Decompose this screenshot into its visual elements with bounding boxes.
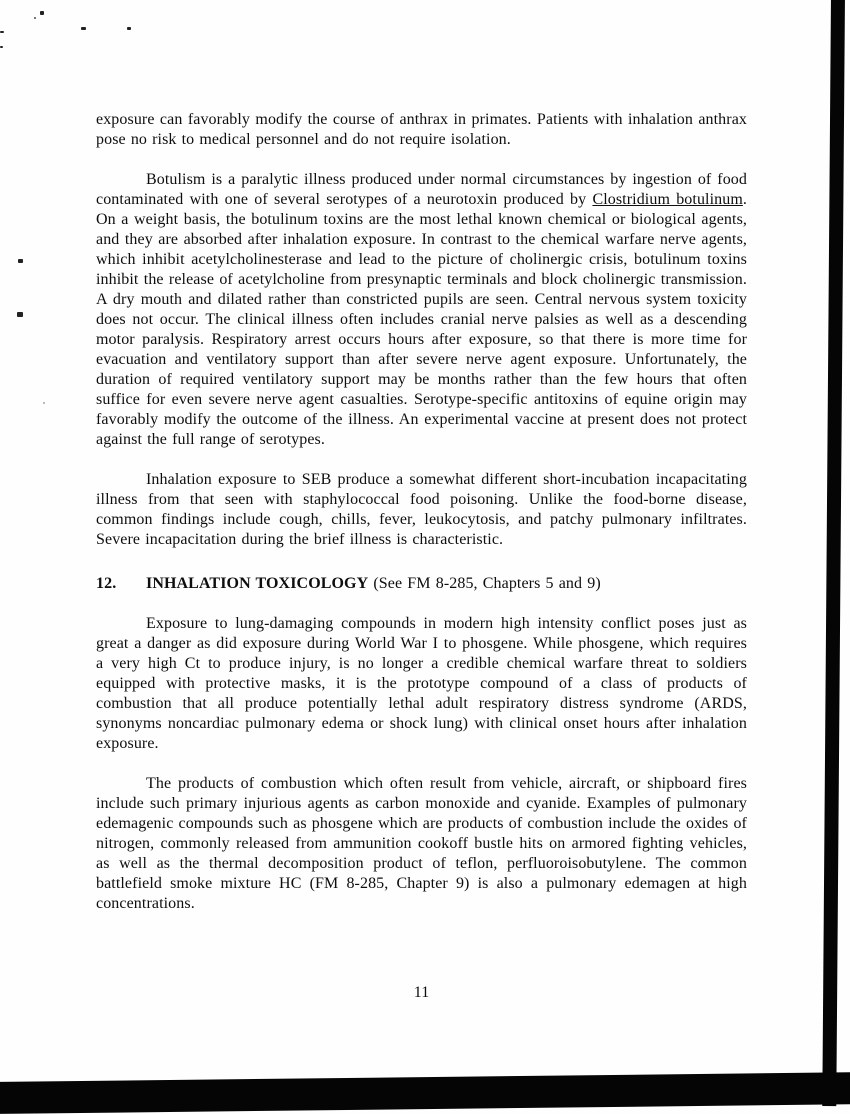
scan-speck [0, 46, 3, 48]
scan-speck [43, 402, 45, 404]
text-block [96, 110, 747, 914]
section-heading-12 [96, 574, 747, 594]
section-title: INHALATION TOXICOLOGY [146, 575, 369, 592]
scan-speck [40, 11, 44, 15]
scan-speck [0, 31, 4, 33]
paragraph-botulism-seg1: Botulism is a paralytic illness produced under normal circumstances by ingestion of food contaminated with one of several serotypes of a neurotoxin produced by [96, 171, 747, 208]
scan-speck [18, 259, 23, 263]
scan-speck [34, 17, 36, 19]
paragraph-botulism [96, 170, 747, 450]
underlined-term-clostridium-botulinum: Clostridium botulinum [592, 191, 743, 208]
scan-speck [81, 27, 86, 30]
paragraph-anthrax-continuation: exposure can favorably modify the course of anthrax in primates. Patients with inhalation anthrax pose no risk to medical personnel and do not require isolation. [96, 111, 747, 148]
page-number: 11 [413, 984, 430, 1001]
scan-border-bottom [0, 1072, 850, 1114]
paragraph-combustion: The products of combustion which often result from vehicle, aircraft, or shipboard fires include such primary injurious agents as carbon monoxide and cyanide. Examples of pulmonary edemagenic compounds such as phosgene which are products of combustion include the oxides of nitrogen, commonly released from ammunition cookoff bustle hits on armored fighting vehicles, as well as the thermal decomposition product of teflon, perfluoroisobutylene. The common battlefield smoke mixture HC (FM 8-285, Chapter 9) is also a pulmonary edemagen at high concentrations. [96, 775, 747, 912]
section-title-reference: (See FM 8-285, Chapters 5 and 9) [368, 575, 601, 592]
paragraph-exposure: Exposure to lung-damaging compounds in modern high intensity conflict poses just as great a danger as did exposure during World War I to phosgene. While phosgene, which requires a very high Ct to produce injury, is no longer a credible chemical warfare threat to soldiers equipped with protective masks, it is the prototype compound of a class of products of combustion that all produce potentially lethal adult respiratory distress syndrome (ARDS, synonyms noncardiac pulmonary edema or shock lung) with clinical onset hours after inhalation exposure. [96, 615, 747, 752]
paragraph-seb: Inhalation exposure to SEB produce a somewhat different short-incubation incapacitating illness from that seen with staphylococcal food poisoning. Unlike the food-borne disease, common findings include cough, chills, fever, leukocytosis, and patchy pulmonary infiltrates. Severe incapacitation during the brief illness is characteristic. [96, 471, 747, 548]
paragraph-botulism-seg3: . On a weight basis, the botulinum toxins are the most lethal known chemical or biological agents, and they are absorbed after inhalation exposure. In contrast to the chemical warfare nerve agents, which inhibit acetylcholinesterase and lead to the picture of cholinergic crisis, botulinum toxins inhibit the release of acetylcholine from presynaptic terminals and block cholinergic transmission. A dry mouth and dilated rather than constricted pupils are seen. Central nervous system toxicity does not occur. The clinical illness often includes cranial nerve palsies as well as a descending motor paralysis. Respiratory arrest occurs hours after exposure, so that there is more time for evacuation and ventilatory support than after severe nerve agent exposure. Unfortunately, the duration of required ventilatory support may be months rather than the few hours that often suffice for even severe nerve agent casualties. Serotype-specific antitoxins of equine origin may favorably modify the outcome of the illness. An experimental vaccine at present does not protect against the full range of serotypes. [96, 191, 747, 448]
section-number: 12. [96, 575, 117, 592]
scan-speck [127, 27, 131, 30]
scan-speck [17, 312, 23, 317]
scan-border-right [822, 0, 845, 1106]
